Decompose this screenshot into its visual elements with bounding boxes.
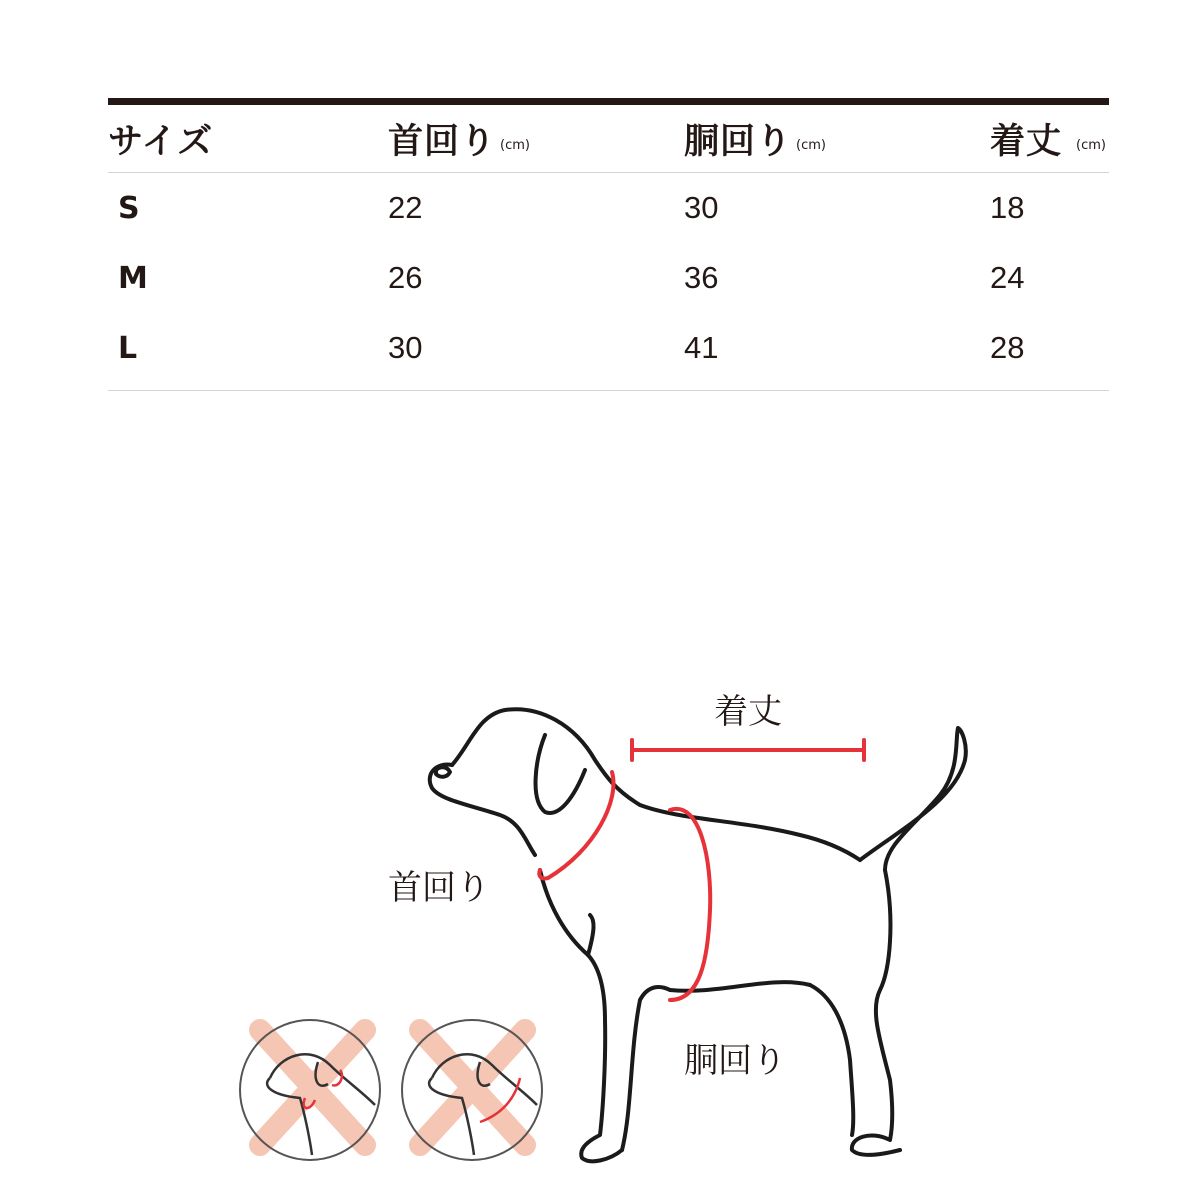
size-label: L xyxy=(118,330,138,366)
chest-value: 36 xyxy=(684,260,719,295)
neck-label: 首回り xyxy=(388,868,490,908)
length-value: 18 xyxy=(990,190,1025,225)
neck-value: 22 xyxy=(388,190,423,225)
length-value: 28 xyxy=(990,330,1025,365)
header-size: サイズ xyxy=(108,121,214,162)
length-label: 着丈 xyxy=(714,692,782,732)
header-chest: 胴回り (cm) xyxy=(684,121,826,162)
neck-value: 30 xyxy=(388,330,423,365)
size-label: M xyxy=(118,260,148,296)
length-value: 24 xyxy=(990,260,1025,295)
chest-value: 30 xyxy=(684,190,719,225)
chest-ring xyxy=(670,809,710,1000)
size-label: S xyxy=(118,190,140,226)
neck-value: 26 xyxy=(388,260,423,295)
header-neck: 首回り (cm) xyxy=(388,121,530,162)
measure-marks xyxy=(539,740,864,1000)
dog-outline xyxy=(430,709,966,1161)
chest-value: 41 xyxy=(684,330,719,365)
header-length: 着丈 (cm) xyxy=(990,121,1106,162)
unit-label: (cm) xyxy=(1076,138,1106,153)
unit-label: (cm) xyxy=(500,138,530,153)
chest-label: 胴回り xyxy=(684,1041,786,1081)
wrong-example-2 xyxy=(402,1020,542,1160)
unit-label: (cm) xyxy=(796,138,826,153)
wrong-example-1 xyxy=(240,1020,380,1160)
